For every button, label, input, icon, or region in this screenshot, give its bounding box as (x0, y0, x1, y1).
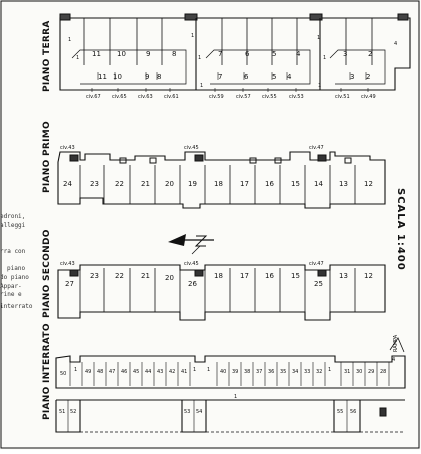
unit-label: 3 (343, 50, 348, 58)
roof-chimney (185, 14, 197, 20)
room-mark: 1 (318, 83, 322, 89)
civic-number: civ.49 (361, 94, 376, 100)
cellar-bottom-label: 51 (59, 409, 66, 415)
cellar-label: 31 (344, 369, 351, 375)
room-mark: 1 (317, 35, 321, 41)
cellar-label: 49 (85, 369, 92, 375)
cellar-label: 30 (356, 369, 363, 375)
civic-number: civ.63 (138, 94, 153, 100)
cellar-label: 4 (392, 357, 396, 363)
unit-label: 12 (364, 180, 373, 188)
unit-label: 12 (364, 272, 373, 280)
cellar-label: 1 (193, 367, 197, 373)
cellar-label: 47 (109, 369, 116, 375)
civic-number: civ.45 (184, 145, 199, 151)
civic-number: civ.43 (60, 261, 75, 267)
unit-label: 10 (117, 50, 126, 58)
room-mark: 1 (76, 55, 80, 61)
unit-label: 23 (90, 272, 99, 280)
cellar-label: 37 (256, 369, 263, 375)
unit-label: 25 (314, 280, 323, 288)
stair-block (70, 155, 78, 161)
floor-title-primo: PIANO PRIMO (42, 120, 52, 193)
cellar-label: 29 (368, 369, 375, 375)
civic-number: civ.47 (309, 261, 324, 267)
unit-label: 5 (272, 50, 277, 58)
civic-number: civ.55 (262, 94, 277, 100)
civic-number: civ.59 (209, 94, 224, 100)
unit-label: 24 (63, 180, 72, 188)
margin-text-4: piano (7, 265, 26, 272)
margin-text-7: rine e (0, 291, 22, 298)
page-border (1, 1, 419, 448)
cellar-label: 28 (380, 369, 387, 375)
cellar-label: 41 (181, 369, 188, 375)
north-arrow-tail (192, 246, 200, 254)
cellar-label: 34 (292, 369, 299, 375)
cellar-label: 42 (169, 369, 176, 375)
scale-label: SCALA 1:400 (395, 188, 406, 271)
unit-label: 22 (115, 180, 124, 188)
floor-title-secondo: PIANO SECONDO (42, 229, 52, 318)
unit-label: 17 (240, 272, 249, 280)
unit-label: 9 (146, 50, 151, 58)
unit-label: 14 (314, 180, 323, 188)
cellar-label: 38 (244, 369, 251, 375)
stair-block (195, 155, 203, 161)
ramp-block (380, 408, 386, 416)
cellar-label: 1 (74, 367, 78, 373)
margin-text-1: edroni, (0, 213, 26, 220)
unit-label: 4 (296, 50, 301, 58)
unit-label: 27 (65, 280, 74, 288)
cellar-bottom-label: 53 (184, 409, 191, 415)
cellar-label: 36 (268, 369, 275, 375)
unit-label: 17 (240, 180, 249, 188)
unit-label: 7 (218, 50, 223, 58)
unit-label: 21 (141, 180, 150, 188)
cellar-center-mark: 1 (234, 394, 238, 400)
unit-label: 22 (115, 272, 124, 280)
unit-label: 18 (214, 272, 223, 280)
stair-block (318, 270, 326, 276)
margin-text-5: do piano (0, 274, 29, 281)
stair-block (70, 270, 78, 276)
floor-title-terra: PIANO TERRA (42, 20, 52, 92)
cellar-label: 39 (232, 369, 239, 375)
civic-number: civ.45 (184, 261, 199, 267)
margin-text-6: Appar- (0, 283, 22, 290)
civic-number: civ.61 (164, 94, 179, 100)
unit-label-lower: 8 (157, 73, 162, 81)
unit-label: 16 (265, 180, 274, 188)
civic-number: civ.51 (335, 94, 350, 100)
unit-label-lower: 5 (272, 73, 277, 81)
room-mark: 4 (394, 41, 398, 47)
ramp-label: RAMPA (393, 334, 399, 352)
cellar-label: 1 (207, 367, 211, 373)
unit-label: 21 (141, 272, 150, 280)
civic-number: civ.43 (60, 145, 75, 151)
cellar-label: 44 (145, 369, 152, 375)
margin-text-8: interrato (0, 303, 33, 310)
cellar-label: 32 (316, 369, 323, 375)
cellar-label: 48 (97, 369, 104, 375)
corridor-line (72, 50, 186, 84)
balcony-notch (150, 158, 156, 163)
cellar-label: 40 (220, 369, 227, 375)
roof-chimney (60, 14, 70, 20)
unit-label-lower: 3 (350, 73, 355, 81)
balcony-notch (345, 158, 351, 163)
cellar-bottom-label: 56 (350, 409, 357, 415)
unit-label-lower: 6 (244, 73, 249, 81)
cellar-label: 43 (157, 369, 164, 375)
cellar-bottom-label: 55 (337, 409, 344, 415)
unit-label: 18 (214, 180, 223, 188)
unit-label-lower: 11 (98, 73, 107, 81)
cellar-label: 33 (304, 369, 311, 375)
unit-label-lower: 2 (366, 73, 371, 81)
unit-label-lower: 10 (113, 73, 122, 81)
margin-text-3: rra con (0, 248, 26, 255)
unit-label: 16 (265, 272, 274, 280)
unit-label: 6 (245, 50, 250, 58)
unit-label: 15 (291, 180, 300, 188)
roof-chimney (398, 14, 408, 20)
room-mark: 1 (191, 33, 195, 39)
north-arrow-head (168, 234, 186, 246)
unit-label: 15 (291, 272, 300, 280)
room-mark: 1 (198, 55, 202, 61)
unit-label-lower: 7 (218, 73, 223, 81)
cellar-label: 35 (280, 369, 287, 375)
unit-label: 23 (90, 180, 99, 188)
unit-label: 26 (188, 280, 197, 288)
unit-label-lower: 9 (145, 73, 150, 81)
room-mark: 1 (323, 55, 327, 61)
cellar-bottom-label: 54 (196, 409, 203, 415)
floor-title-interrato: PIANO INTERRATO (42, 323, 52, 420)
unit-label: 13 (339, 180, 348, 188)
margin-text-2: alleggi (0, 222, 26, 229)
unit-label: 13 (339, 272, 348, 280)
unit-label: 20 (165, 180, 174, 188)
corridor-line (330, 50, 385, 84)
civic-number: civ.67 (86, 94, 101, 100)
stair-block (195, 270, 203, 276)
civic-number: civ.65 (112, 94, 127, 100)
unit-label: 2 (368, 50, 373, 58)
unit-label: 19 (188, 180, 197, 188)
room-mark: 1 (68, 37, 72, 43)
unit-label: 20 (165, 274, 174, 282)
unit-label: 11 (92, 50, 101, 58)
cellar-label: 46 (121, 369, 128, 375)
cellar-label: 1 (328, 367, 332, 373)
stair-block (318, 155, 326, 161)
unit-label: 8 (172, 50, 177, 58)
room-mark: 1 (200, 83, 204, 89)
civic-number: civ.47 (309, 145, 324, 151)
cellar-bottom-label: 52 (70, 409, 77, 415)
north-arrow-n-letter (196, 236, 206, 246)
unit-label-lower: 4 (287, 73, 292, 81)
civic-number: civ.57 (236, 94, 251, 100)
cellar-label: 45 (133, 369, 140, 375)
cellar-label: 50 (60, 371, 67, 377)
civic-number: civ.53 (289, 94, 304, 100)
